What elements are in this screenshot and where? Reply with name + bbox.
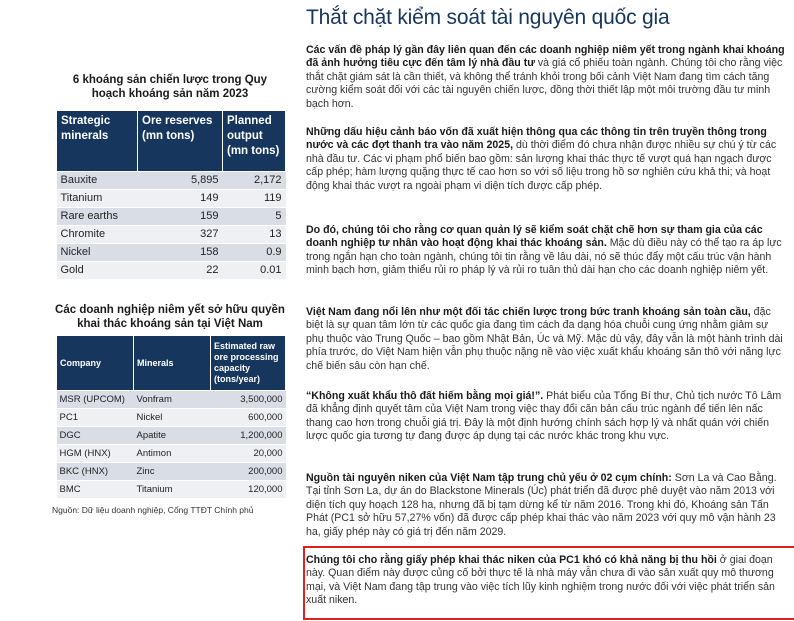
cell: Gold [57, 262, 138, 280]
cell: Nickel [134, 409, 211, 427]
t1-header-reserves: Ore reserves (mn tons) [138, 111, 223, 172]
table-row [57, 463, 286, 481]
paragraph-lead: Nguồn tài nguyên niken của Việt Nam tập trung chủ yếu ở 02 cụm chính: [306, 472, 672, 484]
t2-header-capacity: Estimated raw ore processing capacity (tons/year) [211, 336, 286, 391]
paragraph [306, 44, 786, 111]
left-column [0, 0, 290, 621]
cell: HGM (HNX) [57, 445, 134, 463]
cell: Nickel [57, 244, 138, 262]
cell: MSR (UPCOM) [57, 391, 134, 409]
cell: 1,200,000 [211, 427, 286, 445]
cell: Antimon [134, 445, 211, 463]
paragraph-body: dù thời điểm đó chưa nhận được nhiều sự chú ý từ các nhà đầu tư. Các vi phạm phổ biến bao gồm: sản lượng khai thác thực tế vượt quá hạn ngạch được cấp phép; hàm lượng quặng thực tế cao hơn so với số liệu trong hồ sơ nghiên cứu khả thi; và hoạt động khai thác vượt ra ngoài phạm vi diện tích được cấp phép. [306, 139, 777, 192]
listed-miners-table [56, 335, 286, 499]
cell: 120,000 [211, 481, 286, 499]
cell: 158 [138, 244, 223, 262]
highlighted-paragraph [306, 554, 786, 608]
paragraph [306, 224, 786, 278]
cell: 3,500,000 [211, 391, 286, 409]
table-row [57, 262, 286, 280]
table-row [57, 226, 286, 244]
paragraph [306, 126, 786, 193]
cell: Apatite [134, 427, 211, 445]
t2-header-company: Company [57, 336, 134, 391]
cell: Bauxite [57, 172, 138, 190]
paragraph-lead: Việt Nam đang nổi lên như một đối tác chiến lược trong bức tranh khoáng sản toàn cầu, [306, 306, 751, 318]
table-row [57, 172, 286, 190]
cell: 0.01 [223, 262, 286, 280]
paragraph-lead: Do đó, chúng tôi cho rằng cơ quan quản lý sẽ kiểm soát chặt chẽ hơn sự tham gia của các doanh nghiệp tư nhân vào hoạt động khai thác khoáng sản. [306, 224, 763, 250]
cell: 200,000 [211, 463, 286, 481]
cell: PC1 [57, 409, 134, 427]
right-column [300, 0, 788, 621]
paragraph-lead: “Không xuất khẩu thô đất hiếm bằng mọi giá!”. [306, 390, 544, 402]
cell: Titanium [57, 190, 138, 208]
cell: BKC (HNX) [57, 463, 134, 481]
cell: 0.9 [223, 244, 286, 262]
cell: 5 [223, 208, 286, 226]
table-row [57, 427, 286, 445]
table2-caption: Các doanh nghiệp niêm yết sở hữu quyền khai thác khoáng sản tại Việt Nam [55, 304, 285, 330]
paragraph-lead: Chúng tôi cho rằng giấy phép khai thác niken của PC1 khó có khả năng bị thu hồi [306, 554, 717, 566]
cell: 600,000 [211, 409, 286, 427]
cell: 22 [138, 262, 223, 280]
cell: Titanium [134, 481, 211, 499]
strategic-minerals-table [56, 110, 286, 280]
cell: 119 [223, 190, 286, 208]
t1-header-output: Planned output (mn tons) [223, 111, 286, 172]
table-row [57, 391, 286, 409]
paragraph-body: Mặc dù điều này có thể tạo ra áp lực trong ngắn hạn cho toàn ngành, chúng tôi tin rằng về lâu dài, nó sẽ thúc đẩy một cấu trúc vận hành minh bạch hơn, giảm thiểu rủi ro pháp lý và rủi ro tuân thủ dài hạn cho các doanh nghiệp niêm yết. [306, 237, 782, 277]
cell: 20,000 [211, 445, 286, 463]
paragraph-body: Phát biểu của Tổng Bí thư, Chủ tịch nước Tô Lâm đã khẳng định quyết tâm của Việt Nam trong việc thay đổi căn bản cấu trúc ngành để tiến lên nấc thang cao hơn trong chuỗi giá trị. Đây là một định hướng chính sách hợp lý và nhất quán với chiến lược quốc gia tương tự đang được áp dụng tại các nước khác trong khu vực. [306, 390, 782, 443]
cell: 2,172 [223, 172, 286, 190]
paragraph-body: và giá cổ phiếu toàn ngành. Chúng tôi cho rằng việc thắt chặt giám sát là cần thiết, và không thể tránh khỏi trong bối cảnh Việt Nam đang tìm cách tăng cường kiểm soát đối với các tài nguyên chiến lược, đồng thời thiết lập một môi trường đầu tư minh bạch hơn. [306, 57, 783, 110]
cell: Rare earths [57, 208, 138, 226]
cell: 5,895 [138, 172, 223, 190]
cell: Chromite [57, 226, 138, 244]
paragraph [306, 472, 786, 539]
paragraph-body: ở giai đoạn này. Quan điểm này được củng cố bởi thực tế là nhà máy vẫn chưa đi vào sản xuất quy mô thương mại, và Việt Nam đang tập trung vào việc tích lũy kinh nghiệm trong nước đối với việc phát triển sản xuất niken. [306, 554, 775, 607]
cell: DGC [57, 427, 134, 445]
t1-header-mineral: Strategic minerals [57, 111, 138, 172]
paragraph-body: đặc biệt là sự quan tâm lớn từ các quốc gia đang tìm cách đa dạng hóa chuỗi cung ứng nhằm giảm sự phụ thuộc vào Trung Quốc – bao gồm Nhật Bản, Úc và Mỹ. Mặc dù vậy, đây vẫn là một hành trình dài phía trước, do Việt Nam hiện vẫn phụ thuộc nặng nề vào việc xuất khẩu khoáng sản thô với năng lực chế biến sâu còn hạn chế. [306, 306, 783, 372]
paragraph [306, 390, 786, 444]
page-title: Thắt chặt kiểm soát tài nguyên quốc gia [306, 6, 670, 29]
cell: Vonfram [134, 391, 211, 409]
cell: 13 [223, 226, 286, 244]
t2-header-minerals: Minerals [134, 336, 211, 391]
cell: Zinc [134, 463, 211, 481]
table-row [57, 190, 286, 208]
table-row [57, 208, 286, 226]
paragraph-lead: Các vấn đề pháp lý gần đây liên quan đến các doanh nghiệp niêm yết trong ngành khai khoáng đã ảnh hưởng tiêu cực đến tâm lý nhà đầu tư [306, 44, 785, 70]
source-note: Nguồn: Dữ liệu doanh nghiệp, Cổng TTĐT Chính phủ [52, 505, 254, 515]
table1-caption: 6 khoáng sản chiến lược trong Quy hoạch khoáng sản năm 2023 [72, 74, 268, 100]
table-row [57, 481, 286, 499]
cell: 159 [138, 208, 223, 226]
table-row [57, 409, 286, 427]
paragraph [306, 306, 786, 373]
cell: BMC [57, 481, 134, 499]
table-row [57, 244, 286, 262]
paragraph-lead: Những dấu hiệu cảnh báo vốn đã xuất hiện thông qua các thông tin trên truyền thông trong nước và các đợt thanh tra vào năm 2025, [306, 126, 767, 152]
table-row [57, 445, 286, 463]
cell: 327 [138, 226, 223, 244]
cell: 149 [138, 190, 223, 208]
paragraph-body: Sơn La và Cao Bằng. Tại tỉnh Sơn La, dự án do Blackstone Minerals (Úc) phát triển đã được phê duyệt vào năm 2013 với diện tích quy hoạch 128 ha, nhưng đã bị tạm dừng kể từ năm 2016. Trong khi đó, Khoáng sản Tấn Phát (PC1 sở hữu 57,27% vốn) đã được cấp phép khai thác vào năm 2023 với quy mô vận hành 23 ha, giấy phép này có giá trị đến năm 2029. [306, 472, 777, 538]
